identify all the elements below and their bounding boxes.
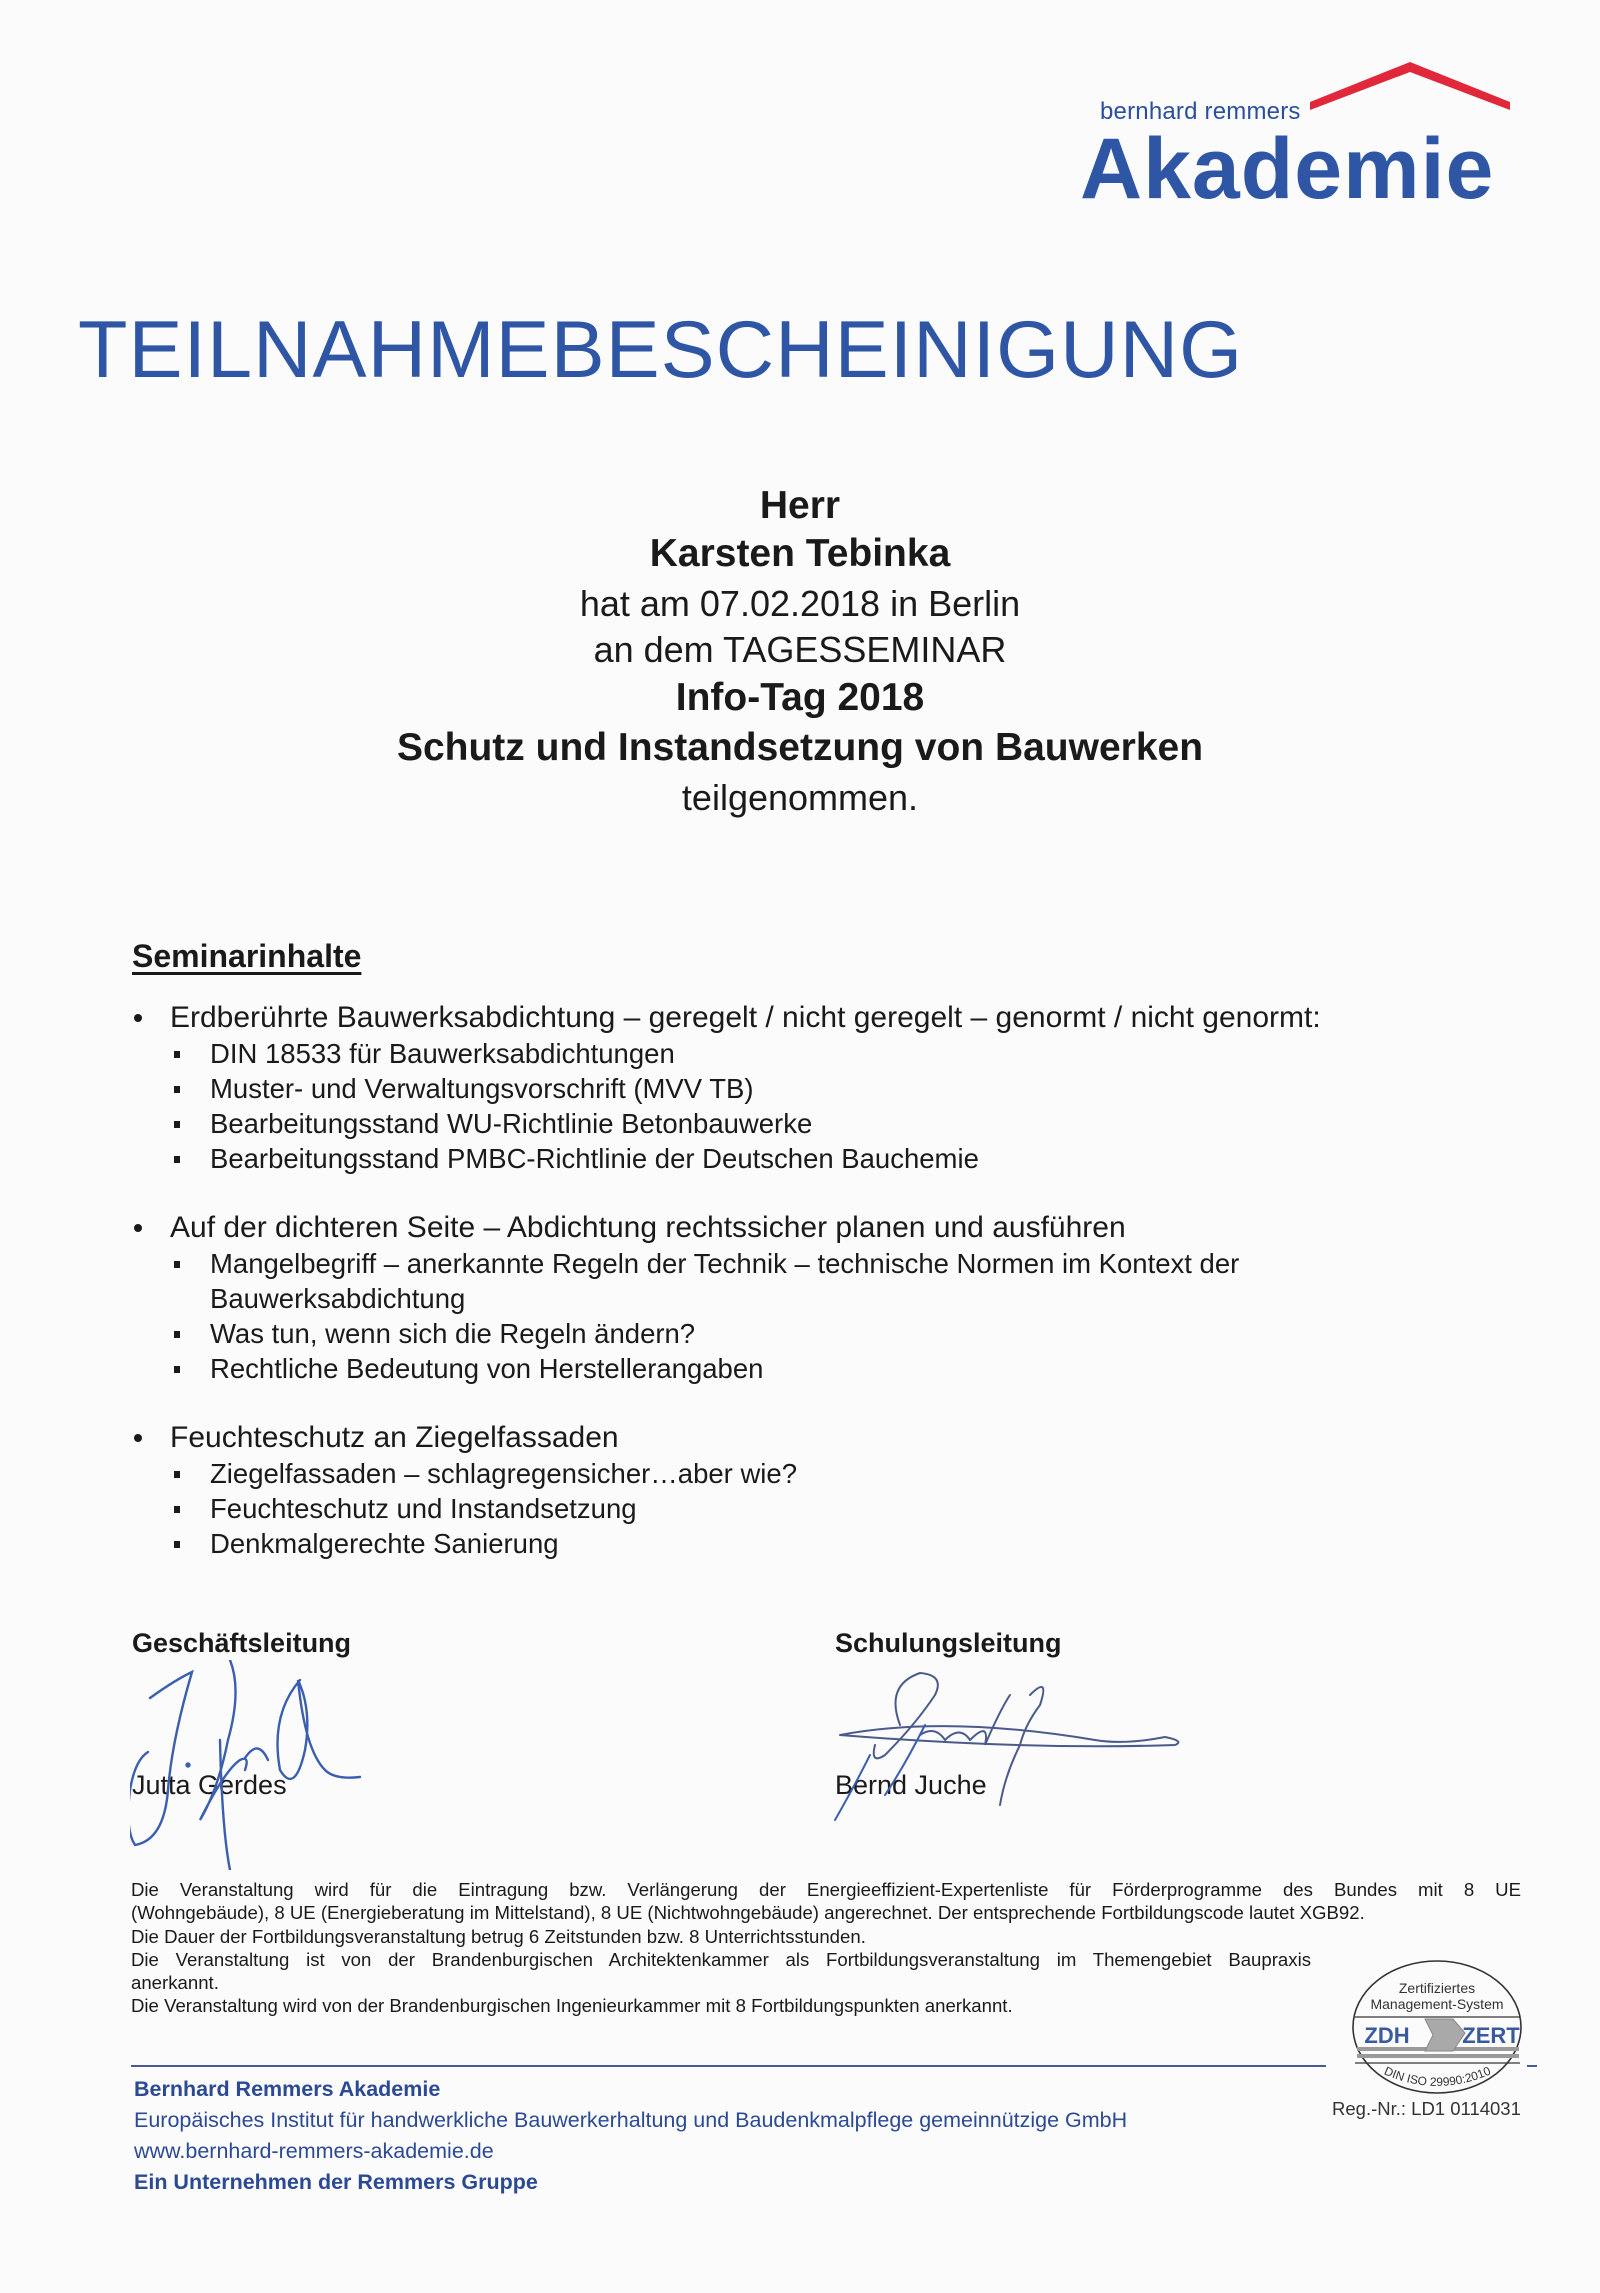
footer-org-name: Bernhard Remmers Akademie bbox=[134, 2077, 441, 2101]
logo-subtitle: bernhard remmers bbox=[1100, 98, 1301, 125]
signature-right-scribble-icon bbox=[825, 1665, 1205, 1825]
square-bullet-icon bbox=[174, 1541, 180, 1548]
topic-item-continuation: Bauwerksabdichtung bbox=[210, 1283, 466, 1314]
akademie-logo bbox=[1070, 62, 1530, 222]
salutation: Herr bbox=[759, 484, 841, 527]
fine-print bbox=[131, 1878, 1521, 2018]
fine-print-line: (Wohngebäude), 8 UE (Energieberatung im Mittelstand), 8 UE (Nichtwohngebäude) angerechnet. Der entsprechende Fortbildungscode lautet XGB92. bbox=[131, 1902, 1365, 1924]
topic-item: Feuchteschutz und Instandsetzung bbox=[210, 1493, 637, 1524]
topic-item: Was tun, wenn sich die Regeln ändern? bbox=[210, 1318, 696, 1349]
event-subtitle: Schutz und Instandsetzung von Bauwerken bbox=[396, 726, 1204, 769]
seminar-type-line: an dem TAGESSEMINAR bbox=[593, 629, 1007, 670]
svg-text:ZERT: ZERT bbox=[1462, 2023, 1520, 2048]
date-location-line: hat am 07.02.2018 in Berlin bbox=[579, 583, 1021, 624]
signature-right-name: Bernd Juche bbox=[835, 1770, 987, 1800]
topic bbox=[130, 1000, 1490, 1176]
certification-seal-icon bbox=[1325, 1955, 1550, 2095]
event-title: Info-Tag 2018 bbox=[675, 676, 925, 719]
square-bullet-icon bbox=[174, 1156, 180, 1163]
svg-text:DIN ISO 29990:2010: DIN ISO 29990:2010 bbox=[1382, 2063, 1493, 2090]
topic bbox=[130, 1420, 1490, 1561]
footer bbox=[134, 2074, 1127, 2198]
square-bullet-icon bbox=[174, 1261, 180, 1268]
topic-item: Ziegelfassaden – schlagregensicher…aber wie? bbox=[210, 1458, 798, 1489]
svg-text:Zertifiziertes: Zertifiziertes bbox=[1398, 1980, 1476, 1996]
signature-left-scribble-icon bbox=[130, 1660, 430, 1870]
signature-right-role: Schulungsleitung bbox=[835, 1628, 1062, 1658]
fine-print-line: anerkannt. bbox=[131, 1972, 219, 1994]
topic-title: Feuchteschutz an Ziegelfassaden bbox=[170, 1421, 619, 1454]
topic-item: Denkmalgerechte Sanierung bbox=[210, 1528, 559, 1559]
roof-icon bbox=[1310, 62, 1510, 110]
square-bullet-icon bbox=[174, 1086, 180, 1093]
topic-title: Auf der dichteren Seite – Abdichtung rechtssicher planen und ausführen bbox=[170, 1211, 1126, 1244]
logo-wordmark: Akademie bbox=[1080, 121, 1495, 217]
square-bullet-icon bbox=[174, 1331, 180, 1338]
footer-org-full-name: Europäisches Institut für handwerkliche Bauwerkerhaltung und Baudenkmalpflege gemeinnützige GmbH bbox=[134, 2108, 1128, 2132]
footer-website-link[interactable]: www.bernhard-remmers-akademie.de bbox=[134, 2139, 494, 2163]
topic-item: Muster- und Verwaltungsvorschrift (MVV TB) bbox=[210, 1073, 754, 1104]
topic-title: Erdberührte Bauwerksabdichtung – geregelt / nicht geregelt – genormt / nicht genormt: bbox=[170, 1001, 1321, 1034]
topic bbox=[130, 1210, 1490, 1386]
closing-text: teilgenommen. bbox=[681, 777, 919, 818]
participant-name: Karsten Tebinka bbox=[649, 532, 951, 575]
fine-print-line: Die Veranstaltung ist von der Brandenburgischen Architektenkammer als Fortbildungsveranstaltung im Themengebiet Baupraxis bbox=[131, 1948, 1311, 1970]
square-bullet-icon bbox=[174, 1471, 180, 1478]
square-bullet-icon bbox=[174, 1051, 180, 1058]
signature-left-role: Geschäftsleitung bbox=[132, 1628, 352, 1658]
bullet-icon bbox=[134, 1014, 142, 1022]
fine-print-line: Die Veranstaltung wird für die Eintragung bzw. Verlängerung der Energieeffizient-Expertenliste für Förderprogramme des Bundes mit 8 UE bbox=[131, 1879, 1521, 1900]
topic-item: Bearbeitungsstand WU-Richtlinie Betonbauwerke bbox=[210, 1108, 813, 1139]
topic-item: Mangelbegriff – anerkannte Regeln der Technik – technische Normen im Kontext der bbox=[210, 1248, 1240, 1279]
registration-number: Reg.-Nr.: LD1 0114031 bbox=[1332, 2098, 1521, 2119]
topic-item: DIN 18533 für Bauwerksabdichtungen bbox=[210, 1038, 675, 1069]
svg-text:ZDH: ZDH bbox=[1364, 2023, 1410, 2048]
square-bullet-icon bbox=[174, 1121, 180, 1128]
fine-print-line: Die Dauer der Fortbildungsveranstaltung betrug 6 Zeitstunden bzw. 8 Unterrichtsstunden. bbox=[131, 1925, 866, 1947]
seminar-topic-list bbox=[130, 1000, 1490, 1587]
topic-item: Rechtliche Bedeutung von Herstellerangaben bbox=[210, 1353, 764, 1384]
topic-item: Bearbeitungsstand PMBC-Richtlinie der Deutschen Bauchemie bbox=[210, 1143, 979, 1174]
square-bullet-icon bbox=[174, 1506, 180, 1513]
bullet-icon bbox=[134, 1224, 142, 1232]
footer-divider-end bbox=[1527, 2065, 1537, 2067]
fine-print-line: Die Veranstaltung wird von der Brandenburgischen Ingenieurkammer mit 8 Fortbildungspunkten anerkannt. bbox=[131, 1995, 1013, 2017]
svg-text:Management-System: Management-System bbox=[1370, 1996, 1504, 2012]
signature-left-name: Jutta Gerdes bbox=[132, 1770, 287, 1800]
bullet-icon bbox=[134, 1434, 142, 1442]
footer-group-note: Ein Unternehmen der Remmers Gruppe bbox=[134, 2170, 538, 2194]
square-bullet-icon bbox=[174, 1366, 180, 1373]
footer-divider bbox=[131, 2065, 1326, 2067]
page-title: TEILNAHMEBESCHEINIGUNG bbox=[78, 305, 1244, 395]
seminar-contents-heading: Seminarinhalte bbox=[132, 938, 362, 974]
zdh-zert-certification-badge bbox=[1325, 1955, 1550, 2095]
